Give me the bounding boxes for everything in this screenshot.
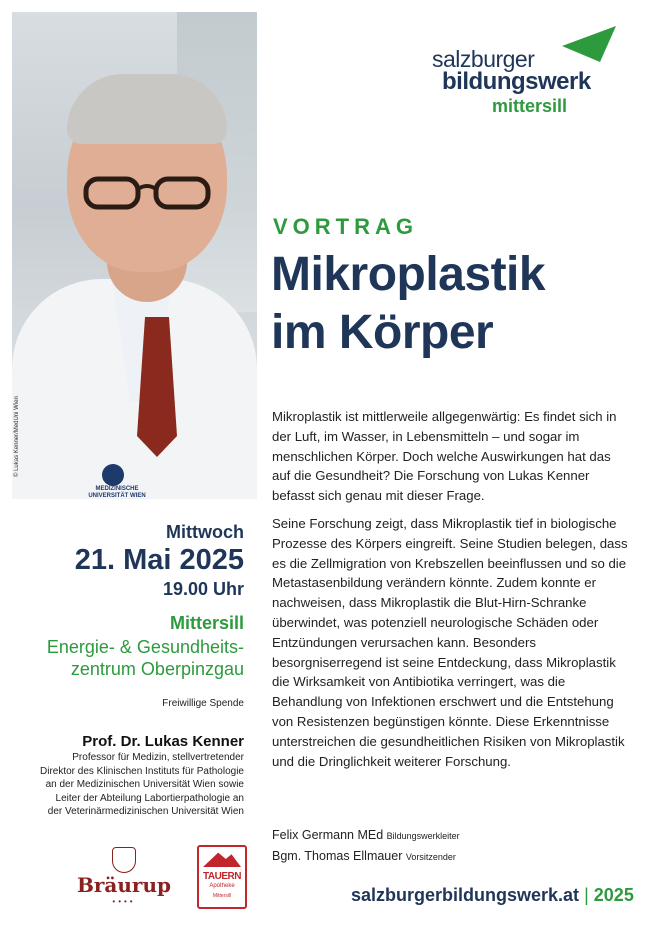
brand-logo	[418, 24, 618, 124]
event-venue-line2: zentrum Oberpinzgau	[70, 659, 244, 679]
speaker-name: Prof. Dr. Lukas Kenner	[82, 733, 244, 750]
footer-year: 2025	[593, 885, 634, 905]
glasses-icon	[82, 175, 212, 211]
event-place: Mittersill	[169, 613, 244, 633]
sponsor-apotheke-line1: TAUERN	[203, 871, 241, 882]
university-logo-text	[82, 486, 152, 499]
footer-separator: |	[584, 885, 589, 905]
kicker: VORTRAG	[273, 214, 418, 239]
triangle-logo-icon	[558, 24, 618, 64]
speaker-bio-line: Professor für Medizin, stellvertretender	[72, 752, 244, 763]
footer	[351, 885, 634, 906]
sponsor-braeurup-dots: ••••	[112, 897, 136, 906]
body-text	[272, 407, 632, 779]
university-logo-icon	[102, 464, 124, 486]
signer-role: Vorsitzender	[405, 852, 456, 862]
brand-line1: salzburger	[432, 46, 535, 72]
website-link[interactable]: salzburgerbildungswerk.at	[351, 885, 580, 905]
signer-1	[272, 825, 460, 846]
hair	[67, 74, 227, 144]
speaker-bio-line: an der Medizinischen Universität Wien sowie	[45, 779, 244, 790]
event-weekday: Mittwoch	[166, 522, 244, 542]
university-logo-line1: MEDIZINISCHE	[95, 486, 139, 492]
speaker-bio-line: Direktor des Klinischen Instituts für Pathologie	[40, 765, 244, 777]
sponsor-braeurup-word: Bräurup	[76, 873, 171, 897]
university-logo-line2: UNIVERSITÄT WIEN	[88, 493, 146, 499]
speaker-bio-line: Leiter der Abteilung Labortierpathologie an	[55, 792, 244, 804]
signer-name: Bgm. Thomas Ellmauer	[272, 849, 403, 863]
signers	[272, 825, 460, 867]
paragraph-1: Mikroplastik ist mittlerweile allgegenwärtig: Es findet sich in der Luft, im Wasser, in Lebensmitteln – und sogar im menschlichen Körper. Doch welche Auswirkungen hat das auf die Gesundheit? Die Forschung von Lukas Kenner befasst sich genau mit dieser Frage.	[272, 409, 617, 504]
sponsor-apotheke-line2: Apotheke	[209, 883, 235, 889]
sponsor-apotheke-line3: Mittersill	[212, 893, 232, 899]
signer-name: Felix Germann MEd	[272, 828, 384, 842]
speaker-photo	[12, 12, 257, 499]
mountain-icon	[203, 851, 241, 867]
brand-line2: bildungswerk	[442, 68, 591, 95]
speaker-info	[0, 733, 244, 819]
event-fee: Freiwillige Spende	[162, 698, 244, 709]
paragraph-2: Seine Forschung zeigt, dass Mikroplastik tief in biologische Prozesse des Körpers eingreift. Seine Studien belegen, dass es die Zellmigration von Krebszellen beeinflussen und so die Metastasenbildung verändern könnte. Zudem konnte er nachweisen, dass Mikroplastik die Blut-Hirn-Schranke überwindet, was potenziell neurologische Schäden oder Entzündungen verursachen kann. Besonders besorgniserregend ist seine Entdeckung, dass Mikroplastik die Wirksamkeit von Antibiotika verringert, was die Behandlung von Infektionen erschwert und die Entstehung von Resistenzen begünstigen könnte. Diese Erkenntnisse unterstreichen die gesundheitlichen Risiken von Mikroplastik und die Dringlichkeit weiterer Forschung.	[272, 515, 628, 769]
event-time: 19.00 Uhr	[162, 579, 244, 599]
title-line1: Mikroplastik	[271, 248, 546, 301]
title-line2: im Körper	[271, 306, 494, 359]
brand-line3: mittersill	[492, 96, 568, 116]
crest-icon	[112, 847, 136, 873]
photo-credit: © Lukas Kenner/MedUni Wien	[14, 396, 20, 477]
event-date: 21. Mai 2025	[74, 544, 244, 576]
speaker-bio-line: der Veterinärmedizinischen Universität Wien	[47, 806, 244, 817]
event-venue-line1: Energie- & Gesundheits-	[46, 637, 244, 657]
sponsor-apotheke-logo	[197, 845, 247, 909]
signer-role: Bildungswerkleiter	[386, 831, 460, 841]
sponsor-braeurup-logo	[74, 847, 174, 907]
page-title	[271, 246, 641, 362]
event-info	[4, 520, 244, 709]
signer-2	[272, 846, 460, 867]
